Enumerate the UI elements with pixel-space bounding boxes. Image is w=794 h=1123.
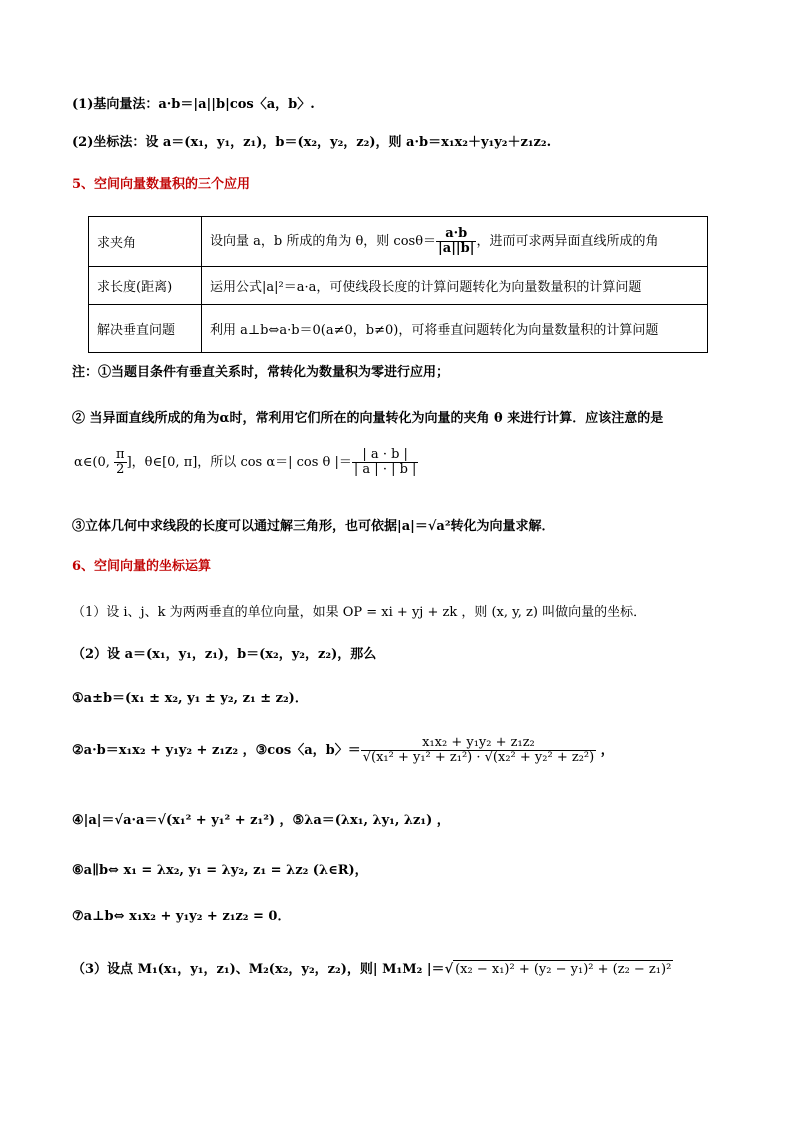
table-value-text: ，进而可求两异面直线所成的角: [476, 234, 659, 249]
formula-text: （3）设点 M₁(x₁，y₁，z₁)、M₂(x₂，y₂，z₂)，则| M₁M₂ |＝: [72, 962, 445, 977]
fraction-numerator: a·b: [436, 227, 476, 242]
table-value: 运用公式|a|²＝a·a，可使线段长度的计算问题转化为向量数量积的计算问题: [202, 267, 708, 305]
section-5-heading: 5、空间向量数量积的三个应用: [72, 177, 251, 192]
formula-1: ①a±b＝(x₁ ± x₂, y₁ ± y₂, z₁ ± z₂)．: [72, 691, 308, 706]
fraction-denominator: √(x₁² + y₁² + z₁²) · √(x₂² + y₂² + z₂²): [362, 750, 595, 765]
applications-table: [88, 216, 708, 353]
table-key: 解决垂直问题: [89, 305, 202, 353]
table-row: [89, 217, 708, 267]
pi-over-2-fraction: [114, 448, 127, 477]
coordinate-method-line: (2)坐标法：设 a＝(x₁，y₁，z₁)，b＝(x₂，y₂，z₂)，则 a·b＝x₁x₂＋y₁y₂＋z₁z₂.: [72, 135, 552, 150]
formula-text: ]，θ∈[0, π]，所以 cos α＝| cos θ |＝: [126, 455, 352, 470]
paragraph-1: （1）设 i、j、k 为两两垂直的单位向量，如果 OP = xi + yj + zk ，则 (x, y, z) 叫做向量的坐标．: [72, 605, 647, 620]
fraction-numerator: | a · b |: [352, 448, 419, 463]
table-value: [202, 217, 708, 267]
fraction-denominator: |a||b|: [438, 241, 475, 256]
basis-method-line: (1)基向量法：a·b＝|a||b|cos〈a，b〉.: [72, 97, 315, 112]
table-key: 求长度(距离): [89, 267, 202, 305]
formula-2-3: ②a·b＝x₁x₂ + y₁y₂ + z₁z₂ ，③cos〈a，b〉＝ $\frac{\text{x₁x₂ + y₁y₂ + z₁z₂}}{\text{√(x₁² + y₁² + z₁²) · √(x₂² + y₂² + z₂²)}}$ ，: [72, 735, 614, 765]
fraction-denominator: 2: [116, 462, 125, 477]
formula-text: α∈(0,: [74, 455, 115, 470]
table-row: [89, 305, 708, 353]
cos-fraction: [436, 227, 476, 256]
formula-4-5: ④|a|＝√a·a＝√(x₁² + y₁² + z₁²) ，⑤λa＝(λx₁, λy₁, λz₁) ，: [72, 813, 450, 828]
formula-text: ②a·b＝x₁x₂ + y₁y₂ + z₁z₂ ，③cos〈a，b〉＝: [72, 743, 361, 758]
table-value: 利用 a⊥b⇔a·b＝0(a≠0，b≠0)，可将垂直问题转化为向量数量积的计算问题: [202, 305, 708, 353]
formula-6: ⑥a∥b⇔ x₁ = λx₂, y₁ = λy₂, z₁ = λz₂ (λ∈R)，: [72, 863, 368, 878]
formula-7: ⑦a⊥b⇔ x₁x₂ + y₁y₂ + z₁z₂ = 0．: [72, 909, 291, 924]
fraction-numerator: x₁x₂ + y₁y₂ + z₁z₂: [361, 736, 596, 751]
note-1: 注：①当题目条件有垂直关系时，常转化为数量积为零进行应用；: [72, 365, 450, 380]
distance-formula: (x₂ − x₁)² + (y₂ − y₁)² + (z₂ − z₁)²: [455, 962, 672, 977]
table-value-text: 设向量 a，b 所成的角为 θ，则 cosθ＝: [210, 234, 437, 249]
section-6-heading: 6、空间向量的坐标运算: [72, 559, 212, 574]
cos-alpha-fraction: [352, 448, 419, 477]
note-3: ③立体几何中求线段的长度可以通过解三角形，也可依据|a|＝√a²转化为向量求解．: [72, 519, 555, 534]
table-row: [89, 267, 708, 305]
paragraph-2: （2）设 a＝(x₁，y₁，z₁)，b＝(x₂，y₂，z₂)，那么: [72, 647, 377, 662]
fraction-numerator: π: [116, 447, 125, 462]
paragraph-3: （3）设点 M₁(x₁，y₁，z₁)、M₂(x₂，y₂，z₂)，则| M₁M₂ |＝√ (x₂ − x₁)² + (y₂ − y₁)² + (z₂ − z₁)²: [72, 962, 672, 977]
note-2-formula: [74, 448, 418, 477]
note-2: ② 当异面直线所成的角为α时，常利用它们所在的向量转化为向量的夹角 θ 来进行计算．应该注意的是: [72, 411, 664, 426]
cos-coordinate-fraction: [361, 736, 596, 765]
table-key: 求夹角: [89, 217, 202, 267]
fraction-denominator: | a | · | b |: [353, 462, 417, 477]
